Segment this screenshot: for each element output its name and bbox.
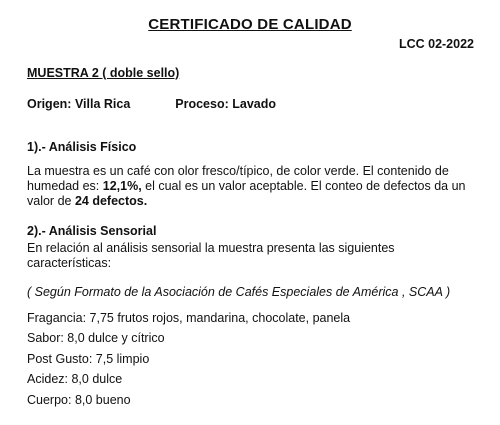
scaa-format-note: ( Según Formato de la Asociación de Cafés Especiales de América , SCAA ) bbox=[27, 285, 451, 299]
physical-analysis-heading: 1).- Análisis Físico bbox=[27, 140, 137, 154]
document-title: CERTIFICADO DE CALIDAD bbox=[148, 16, 352, 33]
attribute-post-gusto: Post Gusto: 7,5 limpio bbox=[27, 352, 150, 366]
sensory-analysis-heading: 2).- Análisis Sensorial bbox=[27, 224, 157, 238]
physical-text-part1: La muestra es un café con olor fresco/típico, de color verde. El contenido de humedad es: bbox=[27, 164, 449, 193]
attribute-fragancia: Fragancia: 7,75 frutos rojos, mandarina, chocolate, panela bbox=[27, 311, 351, 325]
attribute-cuerpo: Cuerpo: 8,0 bueno bbox=[27, 393, 131, 407]
attribute-acidez: Acidez: 8,0 dulce bbox=[27, 372, 123, 386]
process-label: Proceso: bbox=[175, 97, 229, 111]
process-value: Lavado bbox=[232, 97, 277, 111]
origin-value: Villa Rica bbox=[74, 97, 131, 111]
humidity-value: 12,1%, bbox=[102, 179, 142, 193]
physical-text-part2: el cual es un valor aceptable. El conteo de defectos da un valor de bbox=[27, 179, 466, 208]
document-code: LCC 02-2022 bbox=[398, 37, 474, 51]
defects-value: 24 defectos. bbox=[74, 194, 148, 208]
origin-process-row bbox=[27, 97, 276, 111]
physical-analysis-paragraph bbox=[27, 164, 479, 209]
sample-label: MUESTRA 2 ( doble sello) bbox=[27, 66, 180, 80]
attribute-sabor: Sabor: 8,0 dulce y cítrico bbox=[27, 331, 165, 345]
origin-label: Origen: bbox=[27, 97, 72, 111]
sensory-intro: En relación al análisis sensorial la muestra presenta las siguientes características: bbox=[27, 241, 395, 270]
